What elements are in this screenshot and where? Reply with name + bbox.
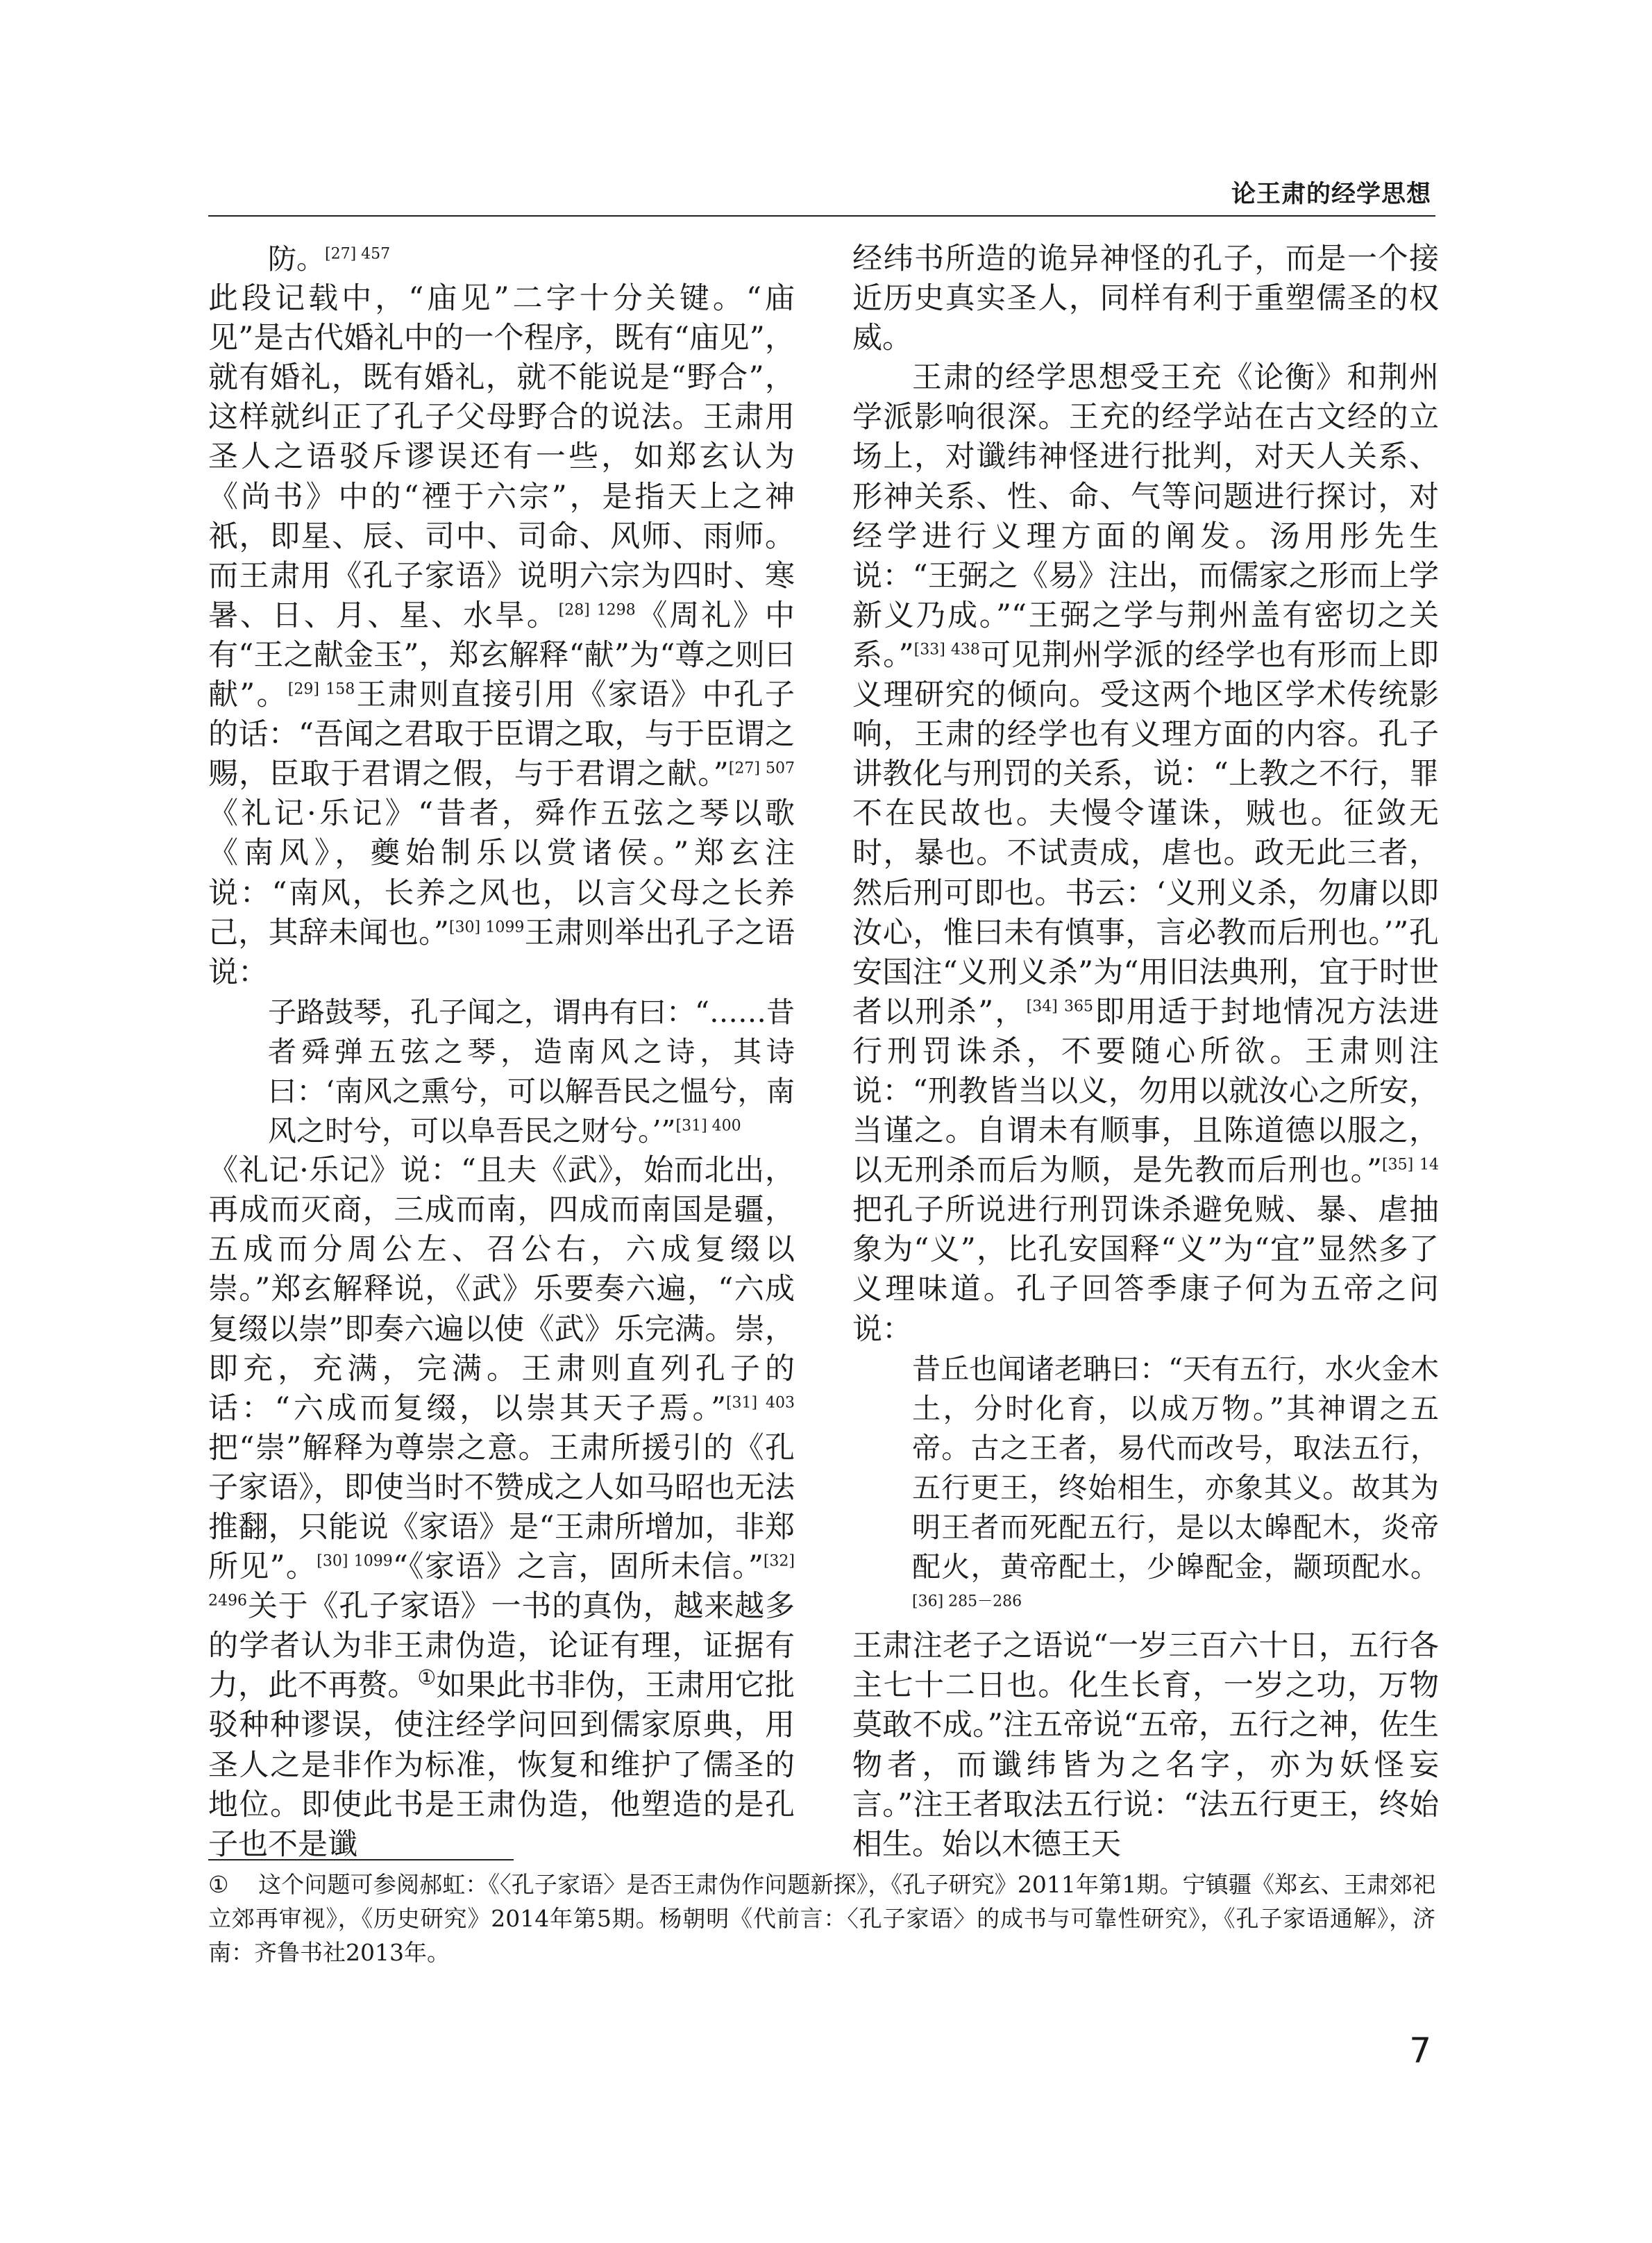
paragraph: 王肃的经学思想受王充《论衡》和荆州学派影响很深。王充的经学站在古文经的立场上，对谶纬神怪进行批判，对天人关系、形神关系、性、命、气等问题进行探讨，对经学进行义理方面的阐发。汤用彤先生说：“王弼之《易》注出，而儒家之形而上学新义乃成。”“王弼之学与荆州盖有密切之关系。”$^{[33] 438}$可见荆州学派的经学也有形而上即义理研究的倾向。受这两个地区学术传统影响，王肃的经学也有义理方面的内容。孔子讲教化与刑罚的关系，说：“上教之不行，罪不在民故也。夫慢令谨诛，贼也。征敛无时，暴也。不试责成，虐也。政无此三者，然后刑可即也。书云：‘义刑义杀，勿庸以即汝心，惟曰未有慎事，言必教而后刑也。’”孔安国注“义刑义杀”为“用旧法典刑，宜于时世者以刑杀”，$^{[34] 365}$即用适于封地情况方法进行刑罚诛杀，不要随心所欲。王肃则注说：“刑教皆当以义，勿用以就汝心之所安，当谨之。自谓未有顺事，且陈道德以服之，以无刑杀而后为顺，是先教而后刑也。”$^{[35] 14}$把孔子所说进行刑罚诛杀避免贼、暴、虐抽象为“义”，比孔安国释“义”为“宜”显然多了义理味道。孔子回答季康子何为五帝之问说： (852, 360, 1440, 1347)
paragraph: 王肃注老子之语说“一岁三百六十日，五行各主七十二日也。化生长育，一岁之功，万物莫敢不成。”注五帝说“五帝，五行之神，佐生物者，而谶纬皆为之名字，亦为妖怪妄言。”注王者取法五行说：“法五行更王，终始相生。始以木德王天 (852, 1629, 1439, 1862)
footnote (208, 1867, 1435, 1969)
footnote-text: 这个问题可参阅郝虹：《〈孔子家语〉是否王肃伪作问题新探》，《孔子研究》2011年第1期。宁镇疆《郑玄、王肃郊祀立郊再审视》，《历史研究》2014年第5期。杨朝明《代前言：〈孔子家语〉的成书与可靠性研究》，《孔子家语通解》，济南：齐鲁书社2013年。 (208, 1871, 1435, 1966)
block-quote: 子路鼓琴，孔子闻之，谓冉有曰：“……昔者舜弹五弦之琴，造南风之诗，其诗曰：‘南风之熏兮，可以解吾民之愠兮，南风之时兮，可以阜吾民之财兮。’”$^{[31] 400}$ (268, 995, 795, 1148)
paragraph: 经纬书所造的诡异神怪的孔子，而是一个接近历史真实圣人，同样有利于重塑儒圣的权威。 (852, 242, 1439, 356)
header-rule (208, 215, 1435, 217)
footnote-marker: ① (417, 1666, 437, 1691)
page-number: 7 (1409, 2031, 1431, 2071)
running-header: 论王肃的经学思想 (1231, 180, 1431, 208)
block-quote: 昔丘也闻诸老聃曰：“天有五行，水火金木土，分时化育，以成万物。”其神谓之五帝。古之王者，易代而改号，取法五行，五行更王，终始相生，亦象其义。故其为明王者而死配五行，是以太皞配木，炎帝配火，黄帝配土，少皞配金，颛顼配水。$^{[36] 285-286}$ (912, 1352, 1439, 1611)
paragraph: 《礼记·乐记》说：“且夫《武》，始而北出，再成而灭商，三成而南，四成而南国是疆，五成而分周公左、召公右，六成复缀以崇。”郑玄解释说，《武》乐要奏六遍，“六成复缀以崇”即奏六遍以使《武》乐完满。崇，即充，充满，完满。王肃则直列孔子的话：“六成而复缀，以崇其天子焉。”$^{[31] 403}$把“崇”解释为尊崇之意。王肃所援引的《孔子家语》，即使当时不赞成之人如马昭也无法推翻，只能说《家语》是“王肃所增加，非郑所见”。$^{[30] 1099}$“《家语》之言，固所未信。”$^{[32] 2496}$关于《孔子家语》一书的真伪，越来越多的学者认为非王肃伪造，论证有理，证据有力，此不再赘。①如果此书非伪，王肃用它批驳种种谬误，使注经学问回到儒家原典，用圣人之是非作为标准，恢复和维护了儒圣的地位。即使此书是王肃伪造，他塑造的是孔子也不是谶 (208, 1153, 795, 1862)
footnote-mark: ① (208, 1871, 229, 1898)
left-column (208, 240, 795, 1865)
paragraph: 此段记载中，“庙见”二字十分关键。“庙见”是古代婚礼中的一个程序，既有“庙见”，就有婚礼，既有婚礼，就不能说是“野合”，这样就纠正了孔子父母野合的说法。王肃用圣人之语驳斥谬误还有一些，如郑玄认为《尚书》中的“禋于六宗”，是指天上之神祇，即星、辰、司中、司命、风师、雨师。而王肃用《孔子家语》说明六宗为四时、寒暑、日、月、星、水旱。$^{[28] 1298}$《周礼》中有“王之献金玉”，郑玄解释“献”为“尊之则曰献”。$^{[29] 158}$王肃则直接引用《家语》中孔子的话：“吾闻之君取于臣谓之取，与于臣谓之赐，臣取于君谓之假，与于君谓之献。”$^{[27] 507}$《礼记·乐记》“昔者，舜作五弦之琴以歌《南风》，夔始制乐以赏诸侯。”郑玄注说：“南风，长养之风也，以言父母之长养己，其辞未闻也。”$^{[30] 1099}$王肃则举出孔子之语说： (208, 281, 795, 990)
footnote-rule (208, 1859, 514, 1860)
quote-tail: 防。$^{[27] 457}$ (268, 242, 391, 276)
right-column (852, 240, 1439, 1865)
